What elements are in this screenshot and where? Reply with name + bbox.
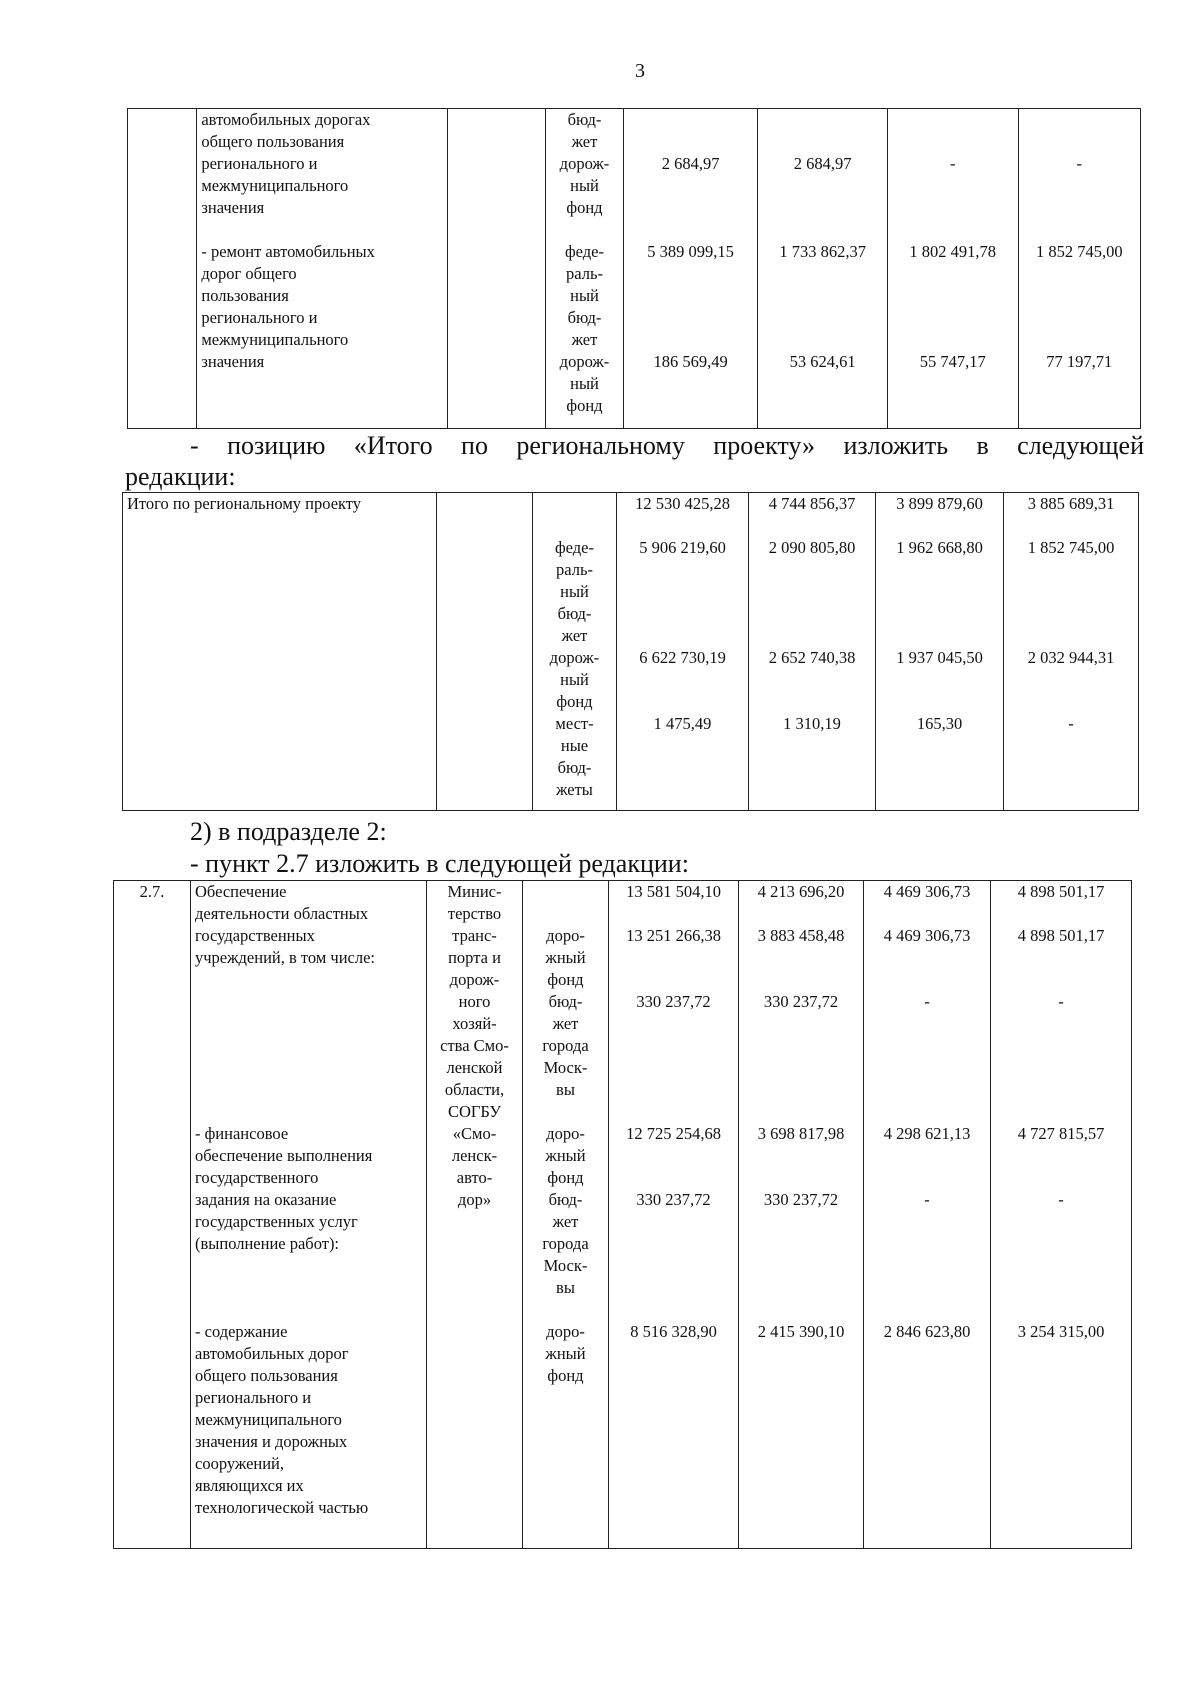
paragraph-item-instruction: - пункт 2.7 изложить в следующей редакции:	[190, 849, 689, 878]
itogo-label-cell: Итого по региональному проекту	[123, 493, 437, 811]
responsible-cell	[448, 109, 546, 429]
responsible-cell	[437, 493, 533, 811]
item-number-cell: 2.7.	[114, 881, 191, 1549]
page-number: 3	[635, 60, 645, 82]
value-cell: 4 213 696,20 3 883 458,48 330 237,72 3 698 817,98 330 237,72 2 415 390,10	[739, 881, 864, 1549]
description-cell: Обеспечение деятельности областных государственных учреждений, в том числе: - финансовое обеспечение выполнения государственного задания на оказание государственных услуг (выполнение работ): - содержание автомобильных дорог общего пользования регионального и межмуниципального значения и дорожных сооружений, являющихся их технологической частью	[191, 881, 427, 1549]
row-number-cell	[128, 109, 197, 429]
value-cell: 12 530 425,28 5 906 219,60 6 622 730,19 1 475,49	[617, 493, 749, 811]
fund-source-cell: бюд- жет дорож- ный фонд феде- раль- ный бюд- жет дорож- ный фонд	[546, 109, 624, 429]
value-cell: 2 684,97 1 733 862,37 53 624,61	[758, 109, 888, 429]
paragraph-itogo-instruction-cont: редакции:	[125, 462, 236, 491]
paragraph-itogo-instruction: - позицию «Итого по региональному проекту» изложить в следующей	[190, 431, 1144, 460]
fund-source-cell: феде- раль- ный бюд- жет дорож- ный фонд мест- ные бюд- жеты	[533, 493, 617, 811]
value-cell: 13 581 504,10 13 251 266,38 330 237,72 12 725 254,68 330 237,72 8 516 328,90	[609, 881, 739, 1549]
value-cell: 4 898 501,17 4 898 501,17 - 4 727 815,57 - 3 254 315,00	[991, 881, 1132, 1549]
value-cell: 2 684,97 5 389 099,15 186 569,49	[623, 109, 758, 429]
value-cell: 4 469 306,73 4 469 306,73 - 4 298 621,13 - 2 846 623,80	[864, 881, 991, 1549]
table-itogo	[122, 492, 1139, 811]
value-cell: 4 744 856,37 2 090 805,80 2 652 740,38 1 310,19	[749, 493, 876, 811]
responsible-cell: Минис- терство транс- порта и дорож- ного хозяй- ства Смо- ленской области, СОГБУ «Смо- ленск- авто- дор»	[427, 881, 523, 1549]
value-cell: - 1 852 745,00 77 197,71	[1018, 109, 1140, 429]
value-cell: 3 899 879,60 1 962 668,80 1 937 045,50 165,30	[876, 493, 1004, 811]
table-road-repair	[127, 108, 1141, 429]
value-cell: - 1 802 491,78 55 747,17	[887, 109, 1018, 429]
table-item-2-7	[113, 880, 1132, 1549]
paragraph-subsection: 2) в подразделе 2:	[190, 817, 387, 846]
fund-source-cell: доро- жный фонд бюд- жет города Моск- вы доро- жный фонд бюд- жет города Моск- вы доро- жный фонд	[523, 881, 609, 1549]
description-cell: автомобильных дорогах общего пользования регионального и межмуниципального значения - ремонт автомобильных дорог общего пользования регионального и межмуниципального значения	[197, 109, 448, 429]
value-cell: 3 885 689,31 1 852 745,00 2 032 944,31 -	[1004, 493, 1139, 811]
